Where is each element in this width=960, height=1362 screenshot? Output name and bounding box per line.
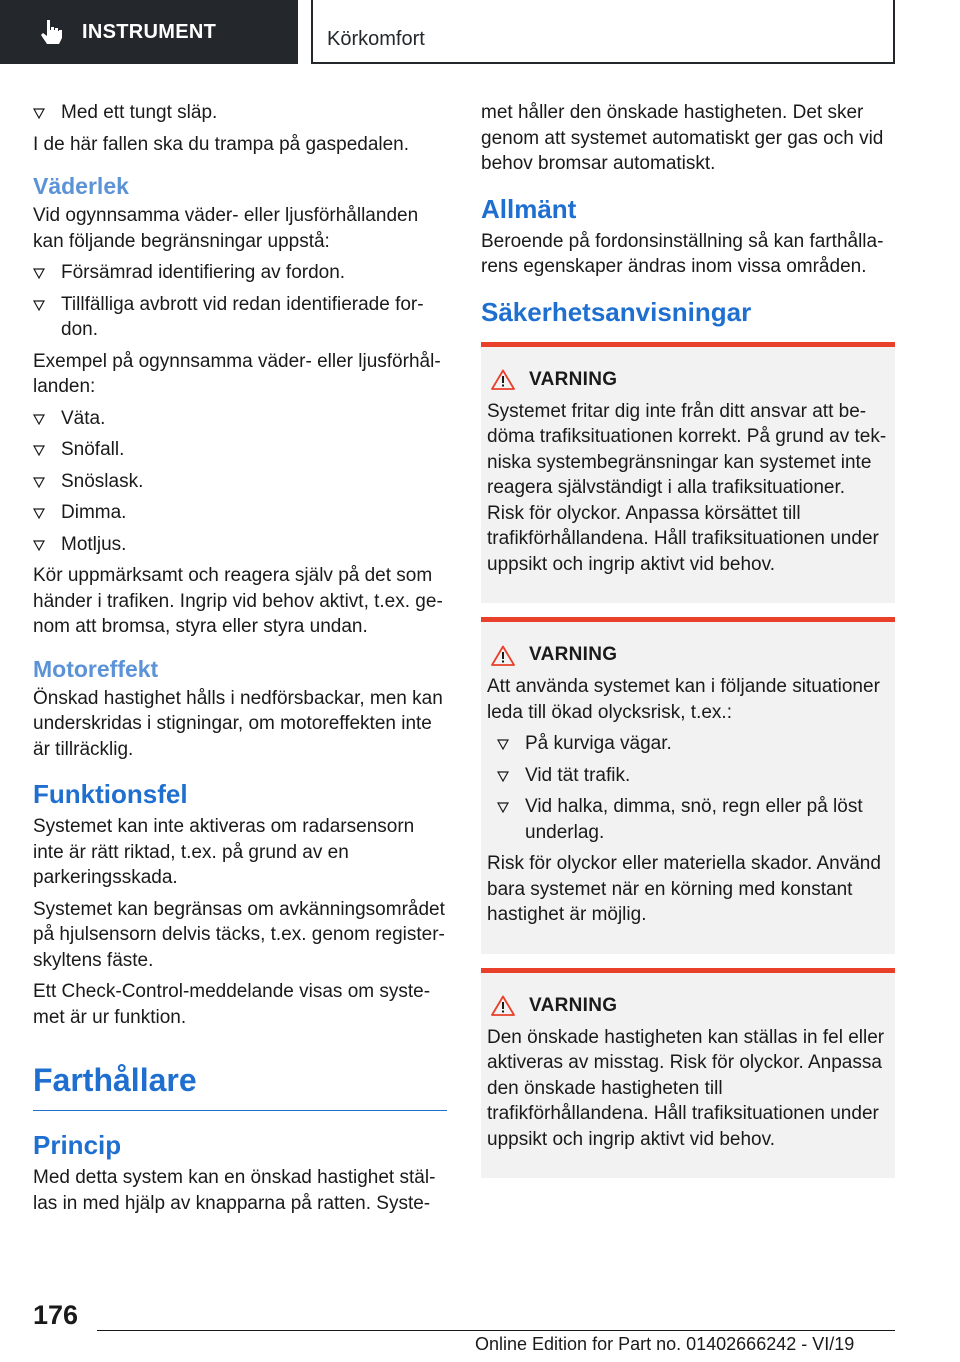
triangle-bullet-icon [33, 445, 45, 456]
list-item: Motljus. [33, 532, 447, 558]
warning-text: Att använda systemet kan i följande situationer leda till ökad olycksrisk, t.ex.: [487, 676, 880, 723]
warning-text: Den önskade hastigheten kan ställas in fel eller aktiveras av misstag. Risk för olyckor. Anpassa den önskade hastigheten till trafikförhållandena. Håll trafiksituationen under uppsikt och ingrip aktivt vid behov. [487, 1026, 885, 1150]
heading-general: Allmänt [481, 193, 577, 224]
list-item: Försämrad identifiering av fordon. [33, 260, 447, 286]
warning-text: Systemet fritar dig inte från ditt ansvar att bedöma trafiksituationen korrekt. På grund av tekniska systembegränsningar kan systemet inte reagera självständigt i alla trafiksituationer. Risk för olyckor. Anpassa körsättet till trafikförhållandena. Håll trafiksituationen under uppsikt och ingrip aktivt vid behov. [487, 400, 887, 575]
list-item: Vid halka, dimma, snö, regn eller på löst underlag. [497, 794, 887, 845]
triangle-bullet-icon [497, 739, 509, 750]
warning-text: Risk för olyckor eller materiella skador. Använd bara systemet när en körning med konstant hastighet är möjlig. [487, 853, 881, 925]
triangle-bullet-icon [33, 268, 45, 279]
triangle-bullet-icon [33, 477, 45, 488]
warning-label: VARNING [529, 368, 618, 390]
list-item: Dimma. [33, 500, 447, 526]
paragraph: Med detta system kan en önskad hastighet ställas in med hjälp av knapparna på ratten. Syste- [33, 1167, 436, 1214]
header-section-tab [0, 0, 298, 64]
footer-divider [97, 1330, 895, 1331]
warning-box [481, 617, 895, 954]
list-item: Väta. [33, 406, 447, 432]
heading-engine-power: Motoreffekt [33, 655, 159, 682]
paragraph: Exempel på ogynnsamma väder- eller ljusförhållanden: [33, 350, 441, 397]
list-item: Med ett tungt släp. [33, 100, 447, 126]
bullet-list [33, 406, 447, 558]
heading-weather: Väderlek [33, 173, 129, 199]
triangle-bullet-icon [33, 414, 45, 425]
paragraph: Vid ogynnsamma väder- eller ljusförhållanden kan följande begränsningar uppstå: [33, 205, 419, 252]
paragraph: met håller den önskade hastigheten. Det sker genom att systemet automatiskt ger gas och vid behov bromsar automatiskt. [481, 102, 884, 174]
paragraph: Systemet kan begränsas om avkänningsområdet på hjulsensorn delvis täcks, t.ex. genom registerskyltens fäste. [33, 898, 445, 971]
right-column [481, 100, 895, 1178]
list-item: Vid tät trafik. [497, 763, 887, 789]
list-item: Tillfälliga avbrott vid redan identifierade fordon. [33, 292, 447, 343]
paragraph: Kör uppmärksamt och reagera själv på det som händer i trafiken. Ingrip vid behov aktivt, t.ex. genom att bromsa, styra eller styra undan. [33, 565, 443, 637]
triangle-bullet-icon [33, 540, 45, 551]
paragraph: I de här fallen ska du trampa på gaspedalen. [33, 133, 410, 155]
paragraph: Beroende på fordonsinställning så kan farthållarens egenskaper ändras inom vissa områden. [481, 230, 884, 277]
triangle-bullet-icon [33, 508, 45, 519]
page-number: 176 [33, 1300, 79, 1330]
list-item: På kurviga vägar. [497, 731, 887, 757]
bullet-list [33, 100, 447, 126]
list-item: Snöslask. [33, 469, 447, 495]
bullet-list [487, 731, 887, 845]
heading-principle: Princip [33, 1130, 122, 1160]
warning-label: VARNING [529, 994, 618, 1016]
triangle-bullet-icon [33, 300, 45, 311]
paragraph: Systemet kan inte aktiveras om radarsensorn inte är rätt riktad, t.ex. på grund av en parkeringsskada. [33, 816, 415, 888]
warning-triangle-icon [491, 995, 515, 1016]
warning-box [481, 968, 895, 1179]
paragraph: Ett Check-Control-meddelande visas om systemet är ur funktion. [33, 981, 431, 1028]
hand-pointer-icon [40, 19, 62, 45]
header-chapter-box [311, 0, 895, 64]
header-chapter-title: Körkomfort [327, 28, 425, 50]
header-section-title: INSTRUMENT [82, 20, 217, 43]
warning-triangle-icon [491, 369, 515, 390]
warning-box [481, 342, 895, 604]
paragraph: Önskad hastighet hålls i nedförsbackar, men kan underskridas i stigningar, om motoreffekten inte är tillräcklig. [33, 687, 443, 760]
bullet-list [33, 260, 447, 343]
triangle-bullet-icon [497, 771, 509, 782]
heading-cruise-control: Farthållare [33, 1060, 447, 1111]
list-item: Snöfall. [33, 437, 447, 463]
warning-triangle-icon [491, 645, 515, 666]
heading-malfunction: Funktionsfel [33, 779, 188, 809]
left-column [33, 100, 447, 1222]
footer-edition: Online Edition for Part no. 01402666242 - VI/19 [475, 1334, 855, 1354]
warning-label: VARNING [529, 644, 618, 665]
triangle-bullet-icon [497, 802, 509, 813]
heading-safety: Säkerhetsanvisningar [481, 296, 752, 327]
triangle-bullet-icon [33, 108, 45, 119]
